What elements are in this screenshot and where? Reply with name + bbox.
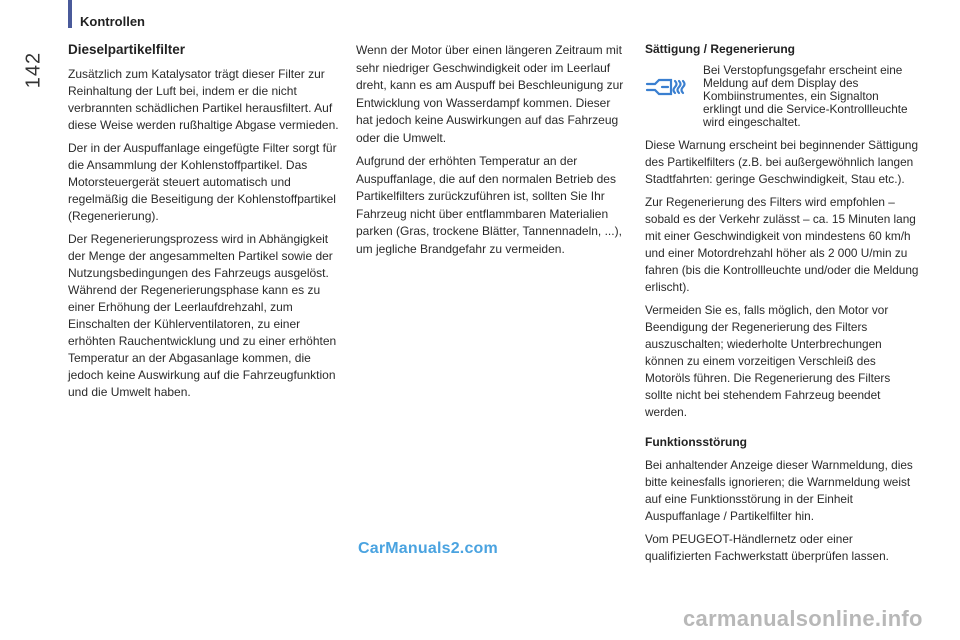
column-right [645,42,920,571]
paragraph: Zur Regenerierung des Filters wird empfohlen – sobald es der Verkehr zulässt – ca. 15 Minuten lang mit einer Geschwindigkeit von mindestens 60 km/h und einer Motordrehzahl höher als 2 000 U/min zu fahren (bis die Kontrollleuchte und/oder die Meldung erlischt). [645,195,919,294]
watermark-link-left[interactable]: CarManuals2.com [358,540,498,557]
paragraph: Vermeiden Sie es, falls möglich, den Motor vor Beendigung der Regenerierung des Filters auszuschalten; wiederholte Unterbrechungen können zu einem vorzeitigen Verschleiß des Motoröls führen. Die Regenerierung des Filters sollte nicht bei stehendem Fahrzeug beendet werden. [645,303,891,419]
paragraph: Aufgrund der erhöhten Temperatur an der Auspuffanlage, die auf den normalen Betrieb des Partikelfilters zurückzuführen ist, sollten Sie Ihr Fahrzeug nicht über entflammbaren Materialien parken (Gras, trockene Blätter, Tannennadeln, ...), um jegliche Brandgefahr zu vermeiden. [356,154,622,256]
page-number: 142 [22,51,45,89]
page-title: Dieselpartikelfilter [68,42,186,57]
section-accent-bar [68,0,72,28]
column-left [68,42,340,407]
paragraph: Vom PEUGEOT-Händlernetz oder einer qualifizierten Fachwerkstatt überprüfen lassen. [645,532,889,563]
watermark-link-right[interactable]: carmanualsonline.info [683,606,923,631]
column-middle [356,42,628,264]
paragraph: Zusätzlich zum Katalysator trägt dieser Filter zur Reinhaltung der Luft bei, indem er die nicht verbrannten schädlichen Partikel herausfiltert. Auf diese Weise werden rußhaltige Abgase vermieden. [68,67,339,132]
subheading-malfunction: Funktionsstörung [645,435,747,449]
section-title: Kontrollen [80,14,145,29]
paragraph: Der Regenerierungsprozess wird in Abhängigkeit der Menge der angesammelten Partikel sowie der Nutzungsbedingungen des Fahrzeugs ausgelöst. Während der Regenerierungsphase kann es zu einer Erhöhung der Leerlaufdrehzahl, zum Einschalten der Kühlerventilatoren, zu einer erhöhten Rauchentwicklung und zu einer erhöhten Temperatur an der Abgasanlage kommen, die jedoch keine Auswirkung auf die Fahrzeugfunktion und die Umwelt haben. [68,232,337,399]
paragraph: Wenn der Motor über einen längeren Zeitraum mit sehr niedriger Geschwindigkeit oder im Leerlauf dreht, kann es am Auspuff bei Beschleunigung zur Entwicklung von Wasserdampf kommen. Dieser hat jedoch keine Auswirkungen auf das Fahrzeug oder die Umwelt. [356,43,624,145]
paragraph: Diese Warnung erscheint bei beginnender Sättigung des Partikelfilters (z.B. bei außergewöhnlich langen Stadtfahrten: geringe Geschwindigkeit, Stau etc.). [645,138,919,186]
warning-icon-wrap [645,64,703,103]
warning-text: Bei Verstopfungsgefahr erscheint eine Meldung auf dem Display des Kombiinstrumentes, ein Signalton erklingt und die Service-Kontrollleuchte wird eingeschaltet. [703,63,908,129]
warning-block [645,64,920,129]
paragraph: Bei anhaltender Anzeige dieser Warnmeldung, dies bitte keinesfalls ignorieren; die Warnmeldung weist auf eine Funktionsstörung in der Einheit Auspuffanlage / Partikelfilter hin. [645,458,913,523]
subheading-saturation: Sättigung / Regenerierung [645,42,796,56]
particle-filter-warning-icon [645,76,689,98]
paragraph: Der in der Auspuffanlage eingefügte Filter sorgt für die Ansammlung der Kohlenstoffpartikel. Das Motorsteuergerät steuert automatisch und regelmäßig die Beseitigung der Kohlenstoffpartikel (Regenerierung). [68,141,337,223]
